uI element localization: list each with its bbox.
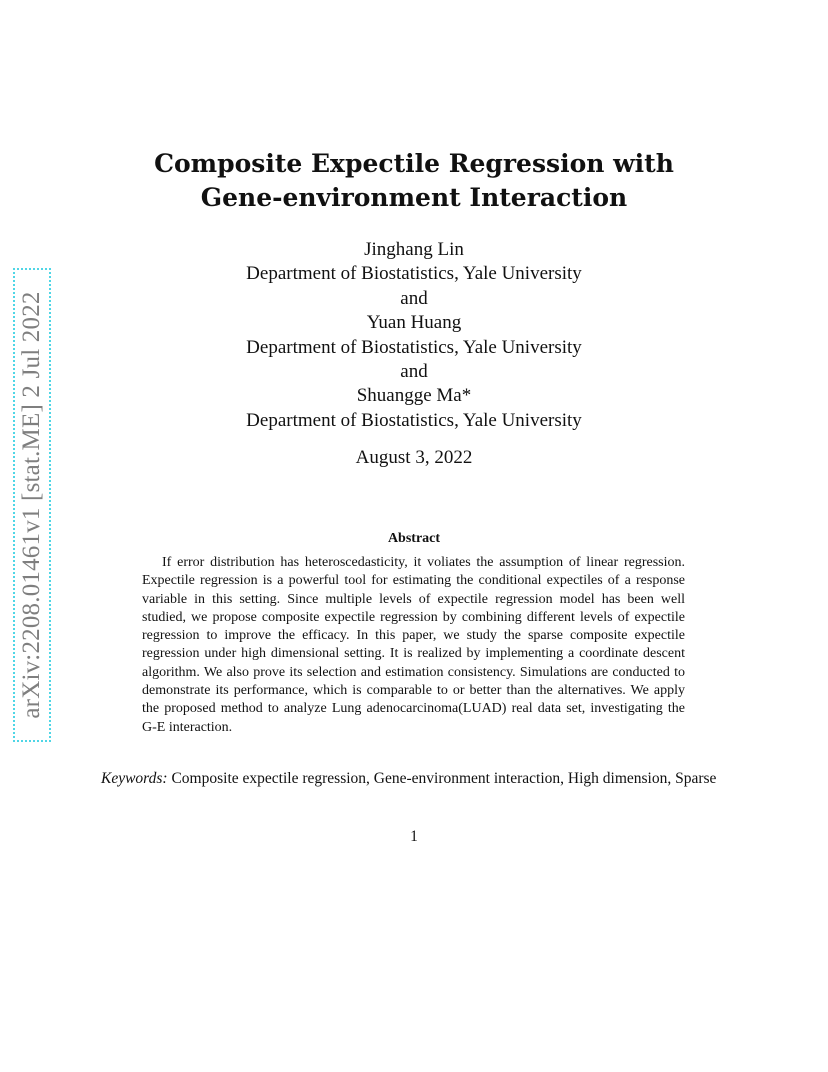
paper-date: August 3, 2022 — [355, 447, 473, 468]
author-affiliation: Department of Biostatistics, Yale University — [246, 263, 582, 285]
abstract-heading: Abstract — [387, 531, 441, 546]
page-number: 1 — [410, 828, 418, 845]
author-name: Shuangge Ma* — [356, 385, 472, 407]
author-block — [0, 238, 828, 433]
paper-title — [0, 147, 828, 215]
abstract-text: If error distribution has heteroscedasticity, it voliates the assumption of linear regression. Expectile regression is a powerful tool for estimating the conditional expectiles of a response variable in this setting. Since multiple levels of expectile regression model has been well studied, we propose composite expectile regression by combining different levels of expectile regression to improve the efficacy. In this paper, we study the sparse composite expectile regression under high dimensional setting. It is realized by implementing a coordinate descent algorithm. We also prove its selection and estimation consistency. Simulations are conducted to demonstrate its performance, which is comparable to or better than the alternatives. We apply the proposed method to analyze Lung adenocarcinoma(LUAD) real data set, investigating the G-E interaction. — [142, 555, 685, 735]
author-name: Jinghang Lin — [364, 239, 464, 260]
title-line-1: Composite Expectile Regression with — [154, 149, 674, 178]
keywords — [101, 768, 727, 790]
title-line-2: Gene-environment Interaction — [200, 183, 628, 212]
keywords-label: Keywords: — [101, 770, 168, 787]
author-name: Yuan Huang — [366, 312, 462, 334]
author-affiliation: Department of Biostatistics, Yale University — [246, 409, 582, 431]
author-separator: and — [400, 361, 428, 383]
author-affiliation: Department of Biostatistics, Yale University — [246, 336, 582, 358]
arxiv-identifier: arXiv:2208.01461v1 [stat.ME] 2 Jul 2022 — [18, 291, 45, 719]
keywords-text: Composite expectile regression, Gene-environment interaction, High dimension, Sparse — [171, 770, 717, 787]
author-separator: and — [400, 287, 428, 309]
